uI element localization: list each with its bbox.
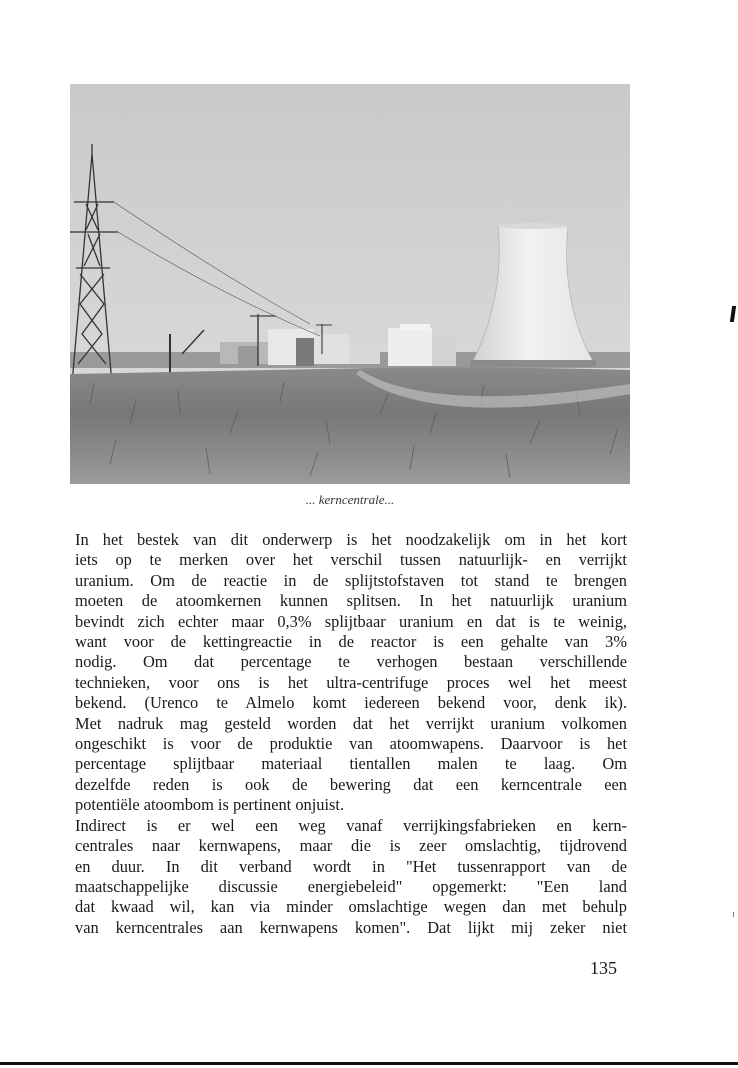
text-line: dat kwaad wil, kan via minder omslachtige wegen dan met behulp [75, 897, 627, 917]
text-line: technieken, voor ons is het ultra-centrifuge proces wel het meest [75, 672, 627, 692]
text-line: maatschappelijke discussie energiebeleid" opgemerkt: "Een land [75, 876, 627, 896]
text-line: In het bestek van dit onderwerp is het noodzakelijk om in het kort [75, 530, 627, 549]
scan-edge-dot [733, 912, 734, 917]
text-line: centrales naar kernwapens, maar die is zeer omslachtig, tijdrovend [75, 836, 627, 856]
text-line: potentiële atoombom is pertinent onjuist. [75, 795, 345, 815]
body-paragraph [75, 530, 627, 938]
text-line: van kerncentrales aan kernwapens komen". Dat lijkt mij zeker niet [75, 917, 627, 937]
page-number: 135 [590, 958, 617, 978]
text-line: Indirect is er wel een weg vanaf verrijkingsfabrieken en kern- [75, 815, 627, 835]
text-line: moeten de atoomkernen kunnen splitsen. In het natuurlijk uranium [75, 591, 627, 611]
text-line: bevindt zich echter maar 0,3% splijtbaar uranium en dat is te weinig, [75, 611, 627, 631]
text-line: dezelfde reden is ook de bewering dat een kerncentrale een [75, 774, 627, 794]
text-line: iets op te merken over het verschil tussen natuurlijk- en verrijkt [75, 550, 627, 570]
text-line: uranium. Om de reactie in de splijtstofstaven tot stand te brengen [75, 570, 627, 590]
text-line: en duur. In dit verband wordt in "Het tussenrapport van de [75, 856, 627, 876]
figure-caption: ... kerncentrale... [305, 492, 395, 507]
text-line: bekend. (Urenco te Almelo komt iedereen bekend voor, denk ik). [75, 693, 627, 713]
scan-bottom-border [0, 1062, 738, 1065]
text-line: ongeschikt is voor de produktie van atoomwapens. Daarvoor is het [75, 734, 627, 754]
scan-edge-mark [730, 306, 736, 322]
power-plant-photo [70, 84, 630, 484]
text-line: want voor de kettingreactie in de reactor is een gehalte van 3% [75, 632, 627, 652]
text-line: percentage splijtbaar materiaal tientallen malen te laag. Om [75, 754, 627, 774]
text-line: nodig. Om dat percentage te verhogen bestaan verschillende [75, 652, 627, 672]
text-line: Met nadruk mag gesteld worden dat het verrijkt uranium volkomen [75, 713, 627, 733]
